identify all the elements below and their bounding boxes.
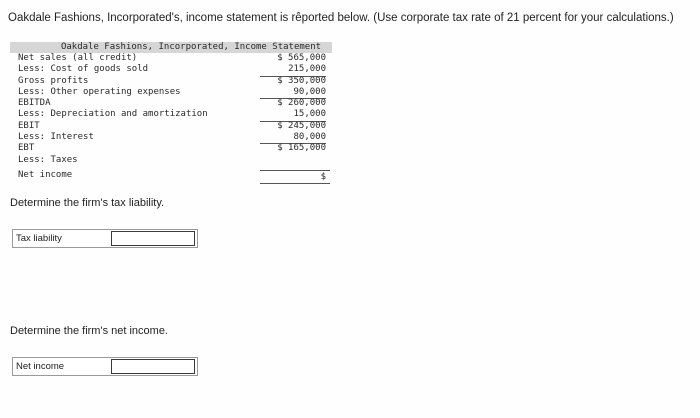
tax-liability-row [12, 229, 198, 248]
row-label: EBITDA [18, 98, 51, 109]
question-text: Oakdale Fashions, Incorporated's, income statement is rêported below. (Use corporate tax rate of 21 percent for your calculations.) [8, 12, 674, 24]
tax-liability-label: Tax liability [16, 233, 62, 244]
row-value: $ 565,000 [277, 53, 326, 63]
net-income-input[interactable] [111, 359, 195, 374]
tax-liability-input[interactable] [111, 231, 195, 246]
statement-row-net-income [10, 170, 332, 181]
statement-row [10, 109, 332, 120]
net-income-label: Net income [16, 361, 65, 372]
row-label: Gross profits [18, 75, 89, 86]
row-value: 215,000 [260, 64, 326, 76]
statement-row [10, 53, 332, 64]
row-label: EBT [18, 143, 35, 154]
net-income-row [12, 357, 198, 376]
row-label: Less: Interest [18, 132, 94, 143]
row-label: Less: Cost of goods sold [18, 64, 149, 75]
row-value: $ 260,000 [277, 98, 326, 109]
row-value: $ 350,000 [277, 75, 326, 86]
row-value: 90,000 [260, 87, 326, 99]
statement-row [10, 132, 332, 143]
net-income-prompt: Determine the firm's net income. [10, 325, 168, 337]
row-label: Less: Depreciation and amortization [18, 109, 208, 120]
row-label: Less: Other operating expenses [18, 86, 181, 97]
statement-row [10, 98, 332, 109]
statement-title: Oakdale Fashions, Incorporated, Income Statement [10, 42, 332, 53]
statement-row [10, 76, 332, 87]
row-value: $ 165,000 [277, 143, 326, 154]
statement-row [10, 64, 332, 75]
income-statement-table [10, 42, 332, 181]
row-label: EBIT [18, 120, 40, 131]
tax-prompt: Determine the firm's tax liability. [10, 197, 165, 209]
row-value: 15,000 [260, 109, 326, 121]
row-value: 80,000 [260, 132, 326, 144]
statement-row [10, 121, 332, 132]
statement-row [10, 143, 332, 154]
row-label: Net income [18, 169, 73, 180]
net-income-value: $ [260, 170, 330, 184]
statement-row-taxes [10, 155, 332, 166]
row-label: Net sales (all credit) [18, 53, 138, 63]
row-value: $ 245,000 [277, 120, 326, 131]
statement-row [10, 87, 332, 98]
row-label: Less: Taxes [18, 154, 78, 165]
